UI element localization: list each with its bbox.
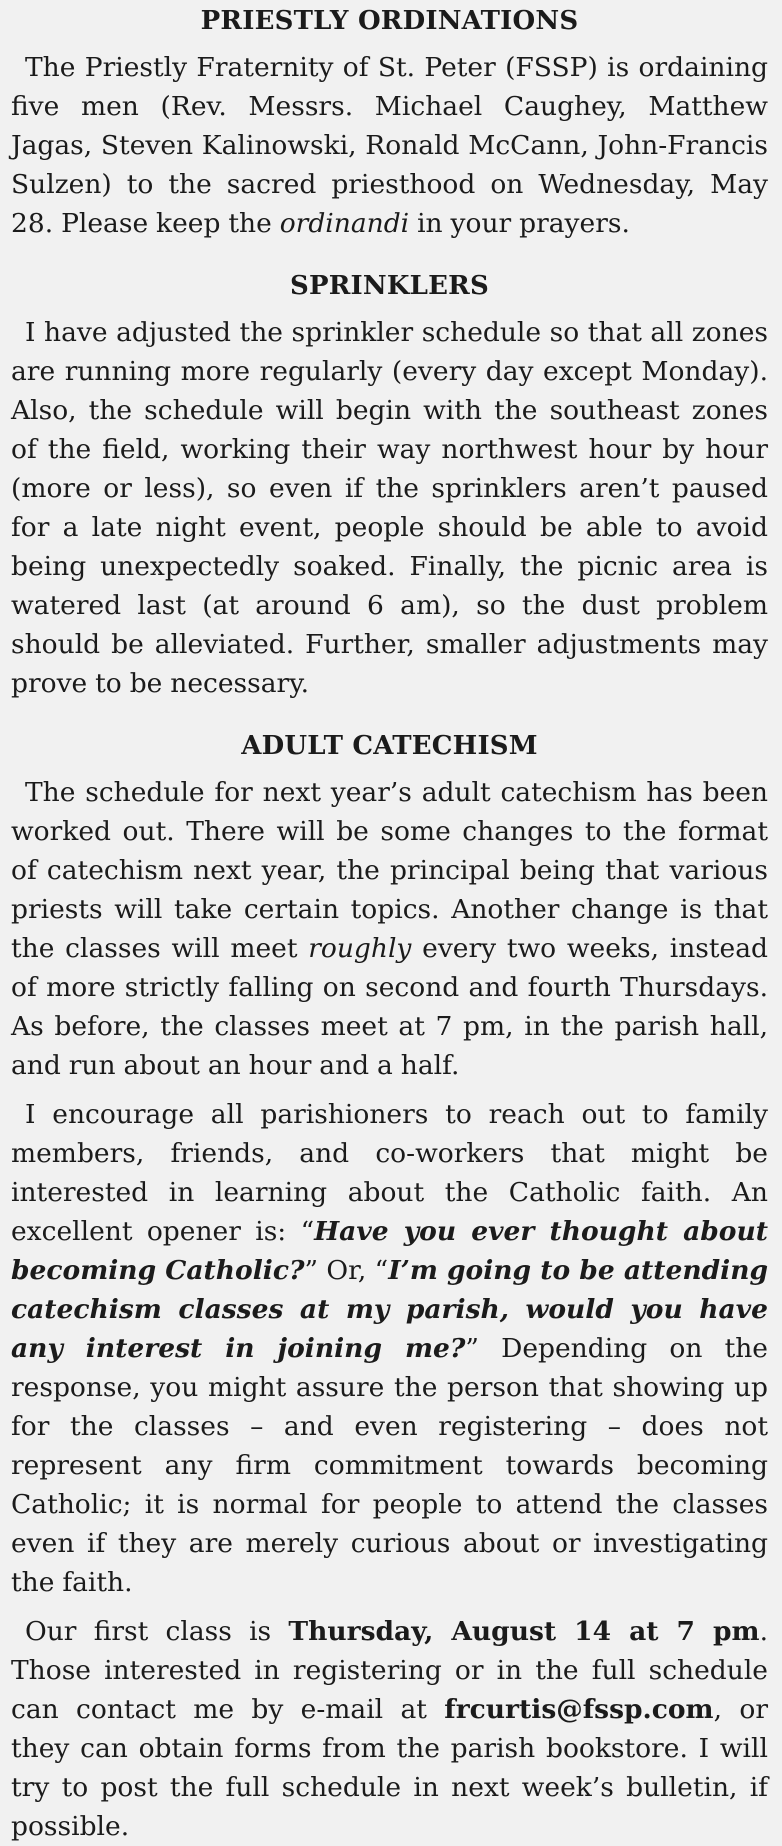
catechism-paragraph-schedule: The schedule for next year’s adult catechism has been worked out. There will be some changes to the format of catechism next year, the principal being that various priests will take certain topics. Another change is that the classes will meet roughly every two weeks, instead of more strictly falling on second and fourth Thursdays. As before, the classes meet at 7 pm, in the parish hall, and run about an hour and a half. — [11, 777, 768, 1081]
quote-becoming-catholic: Have you ever thought about becoming Catholic? — [11, 1216, 768, 1286]
section-heading-sprinklers: SPRINKLERS — [290, 271, 489, 301]
quote-joining-me: I’m going to be attending catechism classes at my parish, would you have any interest in joining me? — [11, 1255, 768, 1364]
first-class-date: Thursday, August 14 at 7 pm — [288, 1616, 760, 1647]
section-adult-catechism — [11, 725, 768, 1846]
section-heading-ordinations: PRIESTLY ORDINATIONS — [200, 6, 579, 36]
catechism-paragraph-first-class: Our first class is Thursday, August 14 at 7 pm. Those interested in registering or in the full schedule can contact me by e-mail at frcurtis@fssp.com, or they can obtain forms from the parish bookstore. I will try to post the full schedule in next week’s bulletin, if possible. — [11, 1616, 768, 1842]
catechism-paragraph-encourage: I encourage all parishioners to reach out to family members, friends, and co-workers that might be interested in learning about the Catholic faith. An excellent opener is: “Have you ever thought about becoming Catholic?” Or, “I’m going to be attending catechism classes at my parish, would you have any interest in joining me?” Depending on the response, you might assure the person that showing up for the classes – and even registering – does not represent any firm commitment towards becoming Catholic; it is normal for people to attend the classes even if they are merely curious about or investigating the faith. — [11, 1099, 768, 1598]
ordinations-paragraph: The Priestly Fraternity of St. Peter (FSSP) is ordaining five men (Rev. Messrs. Michael Caughey, Matthew Jagas, Steven Kalinowski, Ronald McCann, John-Francis Sulzen) to the sacred priesthood on Wednesday, May 28. Please keep the ordinandi in your prayers. — [11, 52, 768, 239]
ordinandi-italic: ordinandi — [279, 208, 410, 239]
sprinklers-paragraph: I have adjusted the sprinkler schedule so that all zones are running more regularly (every day except Monday). Also, the schedule will begin with the southeast zones of the field, working their way northwest hour by hour (more or less), so even if the sprinklers aren’t paused for a late night event, people should be able to avoid being unexpectedly soaked. Finally, the picnic area is watered last (at around 6 am), so the dust problem should be alleviated. Further, smaller adjustments may prove to be necessary. — [11, 317, 768, 699]
section-sprinklers — [11, 265, 768, 703]
bulletin-page — [11, 0, 768, 1846]
contact-email-link[interactable]: frcurtis@fssp.com — [444, 1694, 714, 1725]
section-heading-catechism: ADULT CATECHISM — [241, 731, 538, 761]
roughly-italic: roughly — [308, 933, 412, 964]
section-priestly-ordinations — [11, 0, 768, 243]
